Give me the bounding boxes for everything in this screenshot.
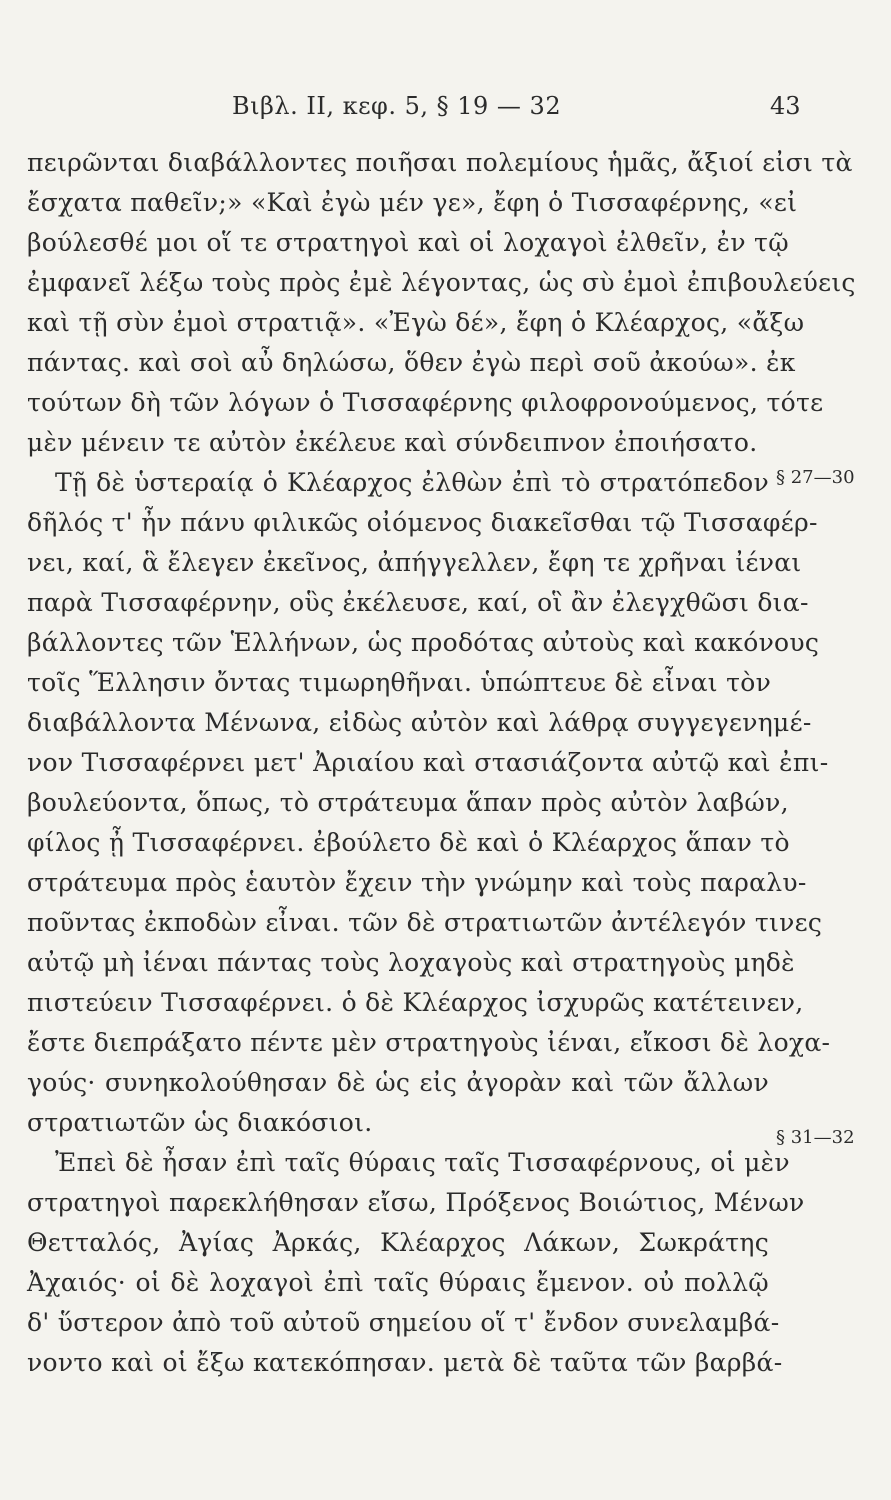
text-line: πιστεύειν Τισσαφέρνει. ὁ δὲ Κλέαρχος ἰσχυρῶς κατέτεινεν, bbox=[27, 988, 804, 1017]
text-line: ἐμφανεῖ λέξω τοὺς πρὸς ἐμὲ λέγοντας, ὡς σὺ ἐμοὶ ἐπιβουλεύεις bbox=[27, 268, 856, 297]
text-line: Τῇ δὲ ὑστεραίᾳ ὁ Κλέαρχος ἐλθὼν ἐπὶ τὸ στρατόπεδον bbox=[55, 468, 769, 497]
text-line: τοῖς Ἕλλησιν ὄντας τιμωρηθῆναι. ὑπώπτευε δὲ εἶναι τὸν bbox=[27, 668, 772, 697]
page-number: 43 bbox=[770, 92, 801, 120]
text-line: πάντας. καὶ σοὶ αὖ δηλώσω, ὅθεν ἐγὼ περὶ σοῦ ἀκούω». ἐκ bbox=[27, 348, 796, 377]
text-line: βουλεύοντα, ὅπως, τὸ στράτευμα ἅπαν πρὸς αὐτὸν λαβών, bbox=[27, 788, 789, 817]
text-line: καὶ τῇ σὺν ἐμοὶ στρατιᾷ». «Ἐγὼ δέ», ἔφη ὁ Κλέαρχος, «ἄξω bbox=[27, 308, 805, 337]
text-line: στράτευμα πρὸς ἑαυτὸν ἔχειν τὴν γνώμην καὶ τοὺς παραλυ- bbox=[27, 868, 807, 897]
text-line: βάλλοντες τῶν Ἑλλήνων, ὡς προδότας αὐτοὺς καὶ κακόνους bbox=[27, 628, 820, 657]
running-title: Βιβλ. II, κεφ. 5, § 19 — 32 bbox=[232, 92, 562, 120]
text-line: ποῦντας ἐκποδὼν εἶναι. τῶν δὲ στρατιωτῶν ἀντέλεγόν τινες bbox=[27, 908, 823, 937]
text-line: ἔστε διεπράξατο πέντε μὲν στρατηγοὺς ἰέναι, εἴκοσι δὲ λοχα- bbox=[27, 1028, 831, 1057]
text-line: διαβάλλοντα Μένωνα, εἰδὼς αὐτὸν καὶ λάθρᾳ συγγεγενημέ- bbox=[27, 708, 812, 737]
text-line: βούλεσθέ μοι οἵ τε στρατηγοὶ καὶ οἱ λοχαγοὶ ἐλθεῖν, ἐν τῷ bbox=[27, 228, 789, 257]
text-line: αὐτῷ μὴ ἰέναι πάντας τοὺς λοχαγοὺς καὶ στρατηγοὺς μηδὲ bbox=[27, 948, 795, 977]
text-line: μὲν μένειν τε αὐτὸν ἐκέλευε καὶ σύνδειπνον ἐποιήσατο. bbox=[27, 428, 758, 457]
text-line: παρὰ Τισσαφέρνην, οὓς ἐκέλευσε, καί, οἳ ἂν ἐλεγχθῶσι δια- bbox=[27, 588, 809, 617]
text-line: δῆλός τ' ἦν πάνυ φιλικῶς οἰόμενος διακεῖσθαι τῷ Τισσαφέρ- bbox=[27, 508, 818, 537]
text-line: Ἀχαιός· οἱ δὲ λοχαγοὶ ἐπὶ ταῖς θύραις ἔμενον. οὐ πολλῷ bbox=[27, 1268, 769, 1297]
text-line: Ἐπεὶ δὲ ἦσαν ἐπὶ ταῖς θύραις ταῖς Τισσαφέρνους, οἱ μὲν bbox=[55, 1148, 790, 1177]
marginal-section-note: § 31—32 bbox=[776, 1127, 855, 1148]
text-line: γούς· συνηκολούθησαν δὲ ὡς εἰς ἀγορὰν καὶ τῶν ἄλλων bbox=[27, 1068, 769, 1097]
text-line: τούτων δὴ τῶν λόγων ὁ Τισσαφέρνης φιλοφρονούμενος, τότε bbox=[27, 388, 824, 417]
text-line: πειρῶνται διαβάλλοντες ποιῆσαι πολεμίους ἡμᾶς, ἄξιοί εἰσι τὰ bbox=[27, 148, 853, 177]
text-line: νοντο καὶ οἱ ἔξω κατεκόπησαν. μετὰ δὲ ταῦτα τῶν βαρβά- bbox=[27, 1348, 783, 1377]
text-line: στρατηγοὶ παρεκλήθησαν εἴσω, Πρόξενος Βοιώτιος, Μένων bbox=[27, 1188, 805, 1217]
running-head bbox=[0, 92, 891, 128]
text-line: φίλος ᾖ Τισσαφέρνει. ἐβούλετο δὲ καὶ ὁ Κλέαρχος ἅπαν τὸ bbox=[27, 828, 790, 857]
text-line: ἔσχατα παθεῖν;» «Καὶ ἐγὼ μέν γε», ἔφη ὁ Τισσαφέρνης, «εἰ bbox=[27, 188, 798, 217]
text-line: δ' ὕστερον ἀπὸ τοῦ αὐτοῦ σημείου οἵ τ' ἔνδον συνελαμβά- bbox=[27, 1308, 780, 1337]
text-line: νει, καί, ἃ ἔλεγεν ἐκεῖνος, ἀπήγγελλεν, ἔφη τε χρῆναι ἰέναι bbox=[27, 548, 802, 577]
marginal-section-note: § 27—30 bbox=[776, 467, 855, 488]
text-line: Θετταλός, Ἀγίας Ἀρκάς, Κλέαρχος Λάκων, Σωκράτης bbox=[27, 1228, 769, 1257]
text-line: στρατιωτῶν ὡς διακόσιοι. bbox=[27, 1108, 373, 1137]
text-line: νον Τισσαφέρνει μετ' Ἀριαίου καὶ στασιάζοντα αὐτῷ καὶ ἐπι- bbox=[27, 748, 829, 777]
